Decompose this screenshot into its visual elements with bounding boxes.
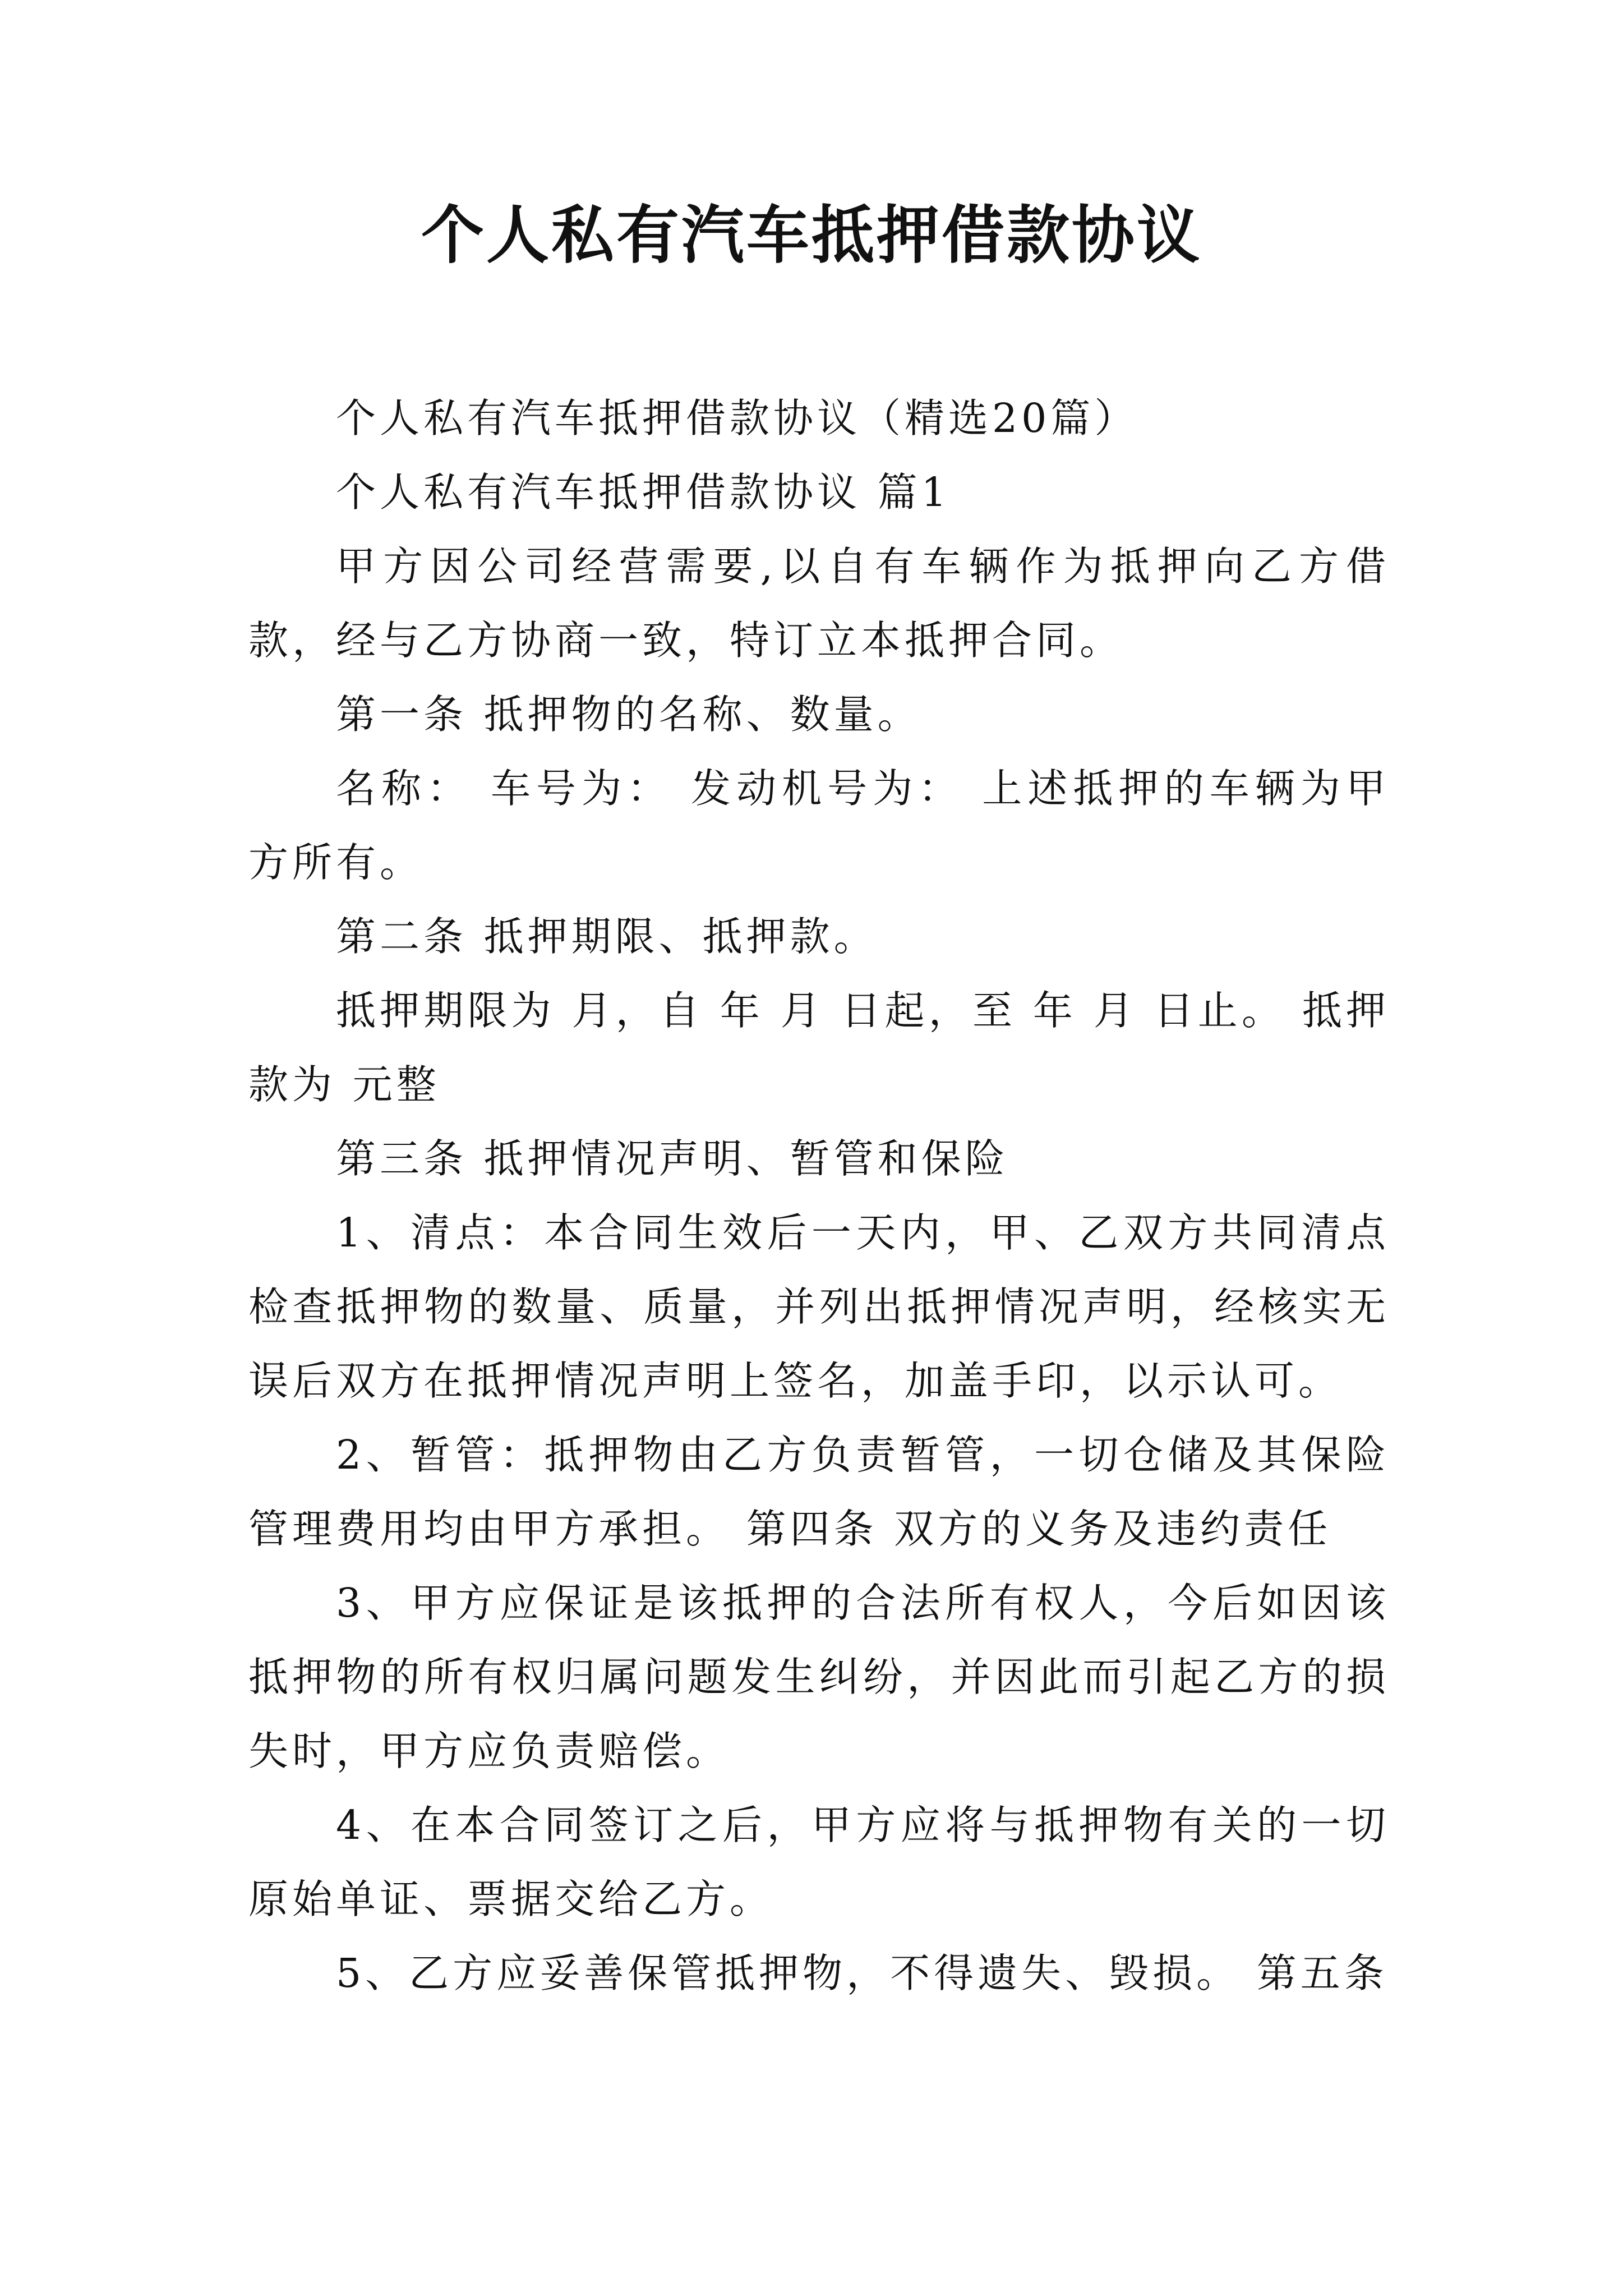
paragraph-collection-heading: 个人私有汽车抵押借款协议（精选20篇） <box>336 395 1138 441</box>
paragraph-clause-5: 5、乙方应妥善保管抵押物，不得遗失、毁损。 第五条 <box>336 1950 1388 1996</box>
paragraph-preamble: 甲方因公司经营需要,以自有车辆作为抵押向乙方借款，经与乙方协商一致，特订立本抵押合同。 <box>248 543 1390 664</box>
paragraph-article-1-detail: 名称： 车号为： 发动机号为： 上述抵押的车辆为甲方所有。 <box>248 765 1390 886</box>
document-title: 个人私有汽车抵押借款协议 <box>421 199 1202 272</box>
paragraph-article-2: 第二条 抵押期限、抵押款。 <box>336 913 878 960</box>
paragraph-chapter-heading: 个人私有汽车抵押借款协议 篇1 <box>336 469 951 516</box>
paragraph-clause-3: 3、甲方应保证是该抵押的合法所有权人，今后如因该抵押物的所有权归属问题发生纠纷，并因此而引起乙方的损失时，甲方应负责赔偿。 <box>248 1580 1390 1774</box>
paragraph-clause-2: 2、暂管：抵押物由乙方负责暂管，一切仓储及其保险管理费用均由甲方承担。 第四条 双方的义务及违约责任 <box>248 1432 1390 1552</box>
paragraph-clause-4: 4、在本合同签订之后，甲方应将与抵押物有关的一切原始单证、票据交给乙方。 <box>248 1802 1390 1922</box>
paragraph-clause-1: 1、清点：本合同生效后一天内，甲、乙双方共同清点检查抵押物的数量、质量，并列出抵押情况声明，经核实无误后双方在抵押情况声明上签名，加盖手印，以示认可。 <box>248 1209 1390 1404</box>
paragraph-article-1: 第一条 抵押物的名称、数量。 <box>336 691 921 738</box>
document-body <box>248 381 1390 2010</box>
paragraph-article-3: 第三条 抵押情况声明、暂管和保险 <box>336 1135 1009 1182</box>
paragraph-article-2-detail: 抵押期限为 月，自 年 月 日起，至 年 月 日止。 抵押款为 元整 <box>248 987 1390 1108</box>
